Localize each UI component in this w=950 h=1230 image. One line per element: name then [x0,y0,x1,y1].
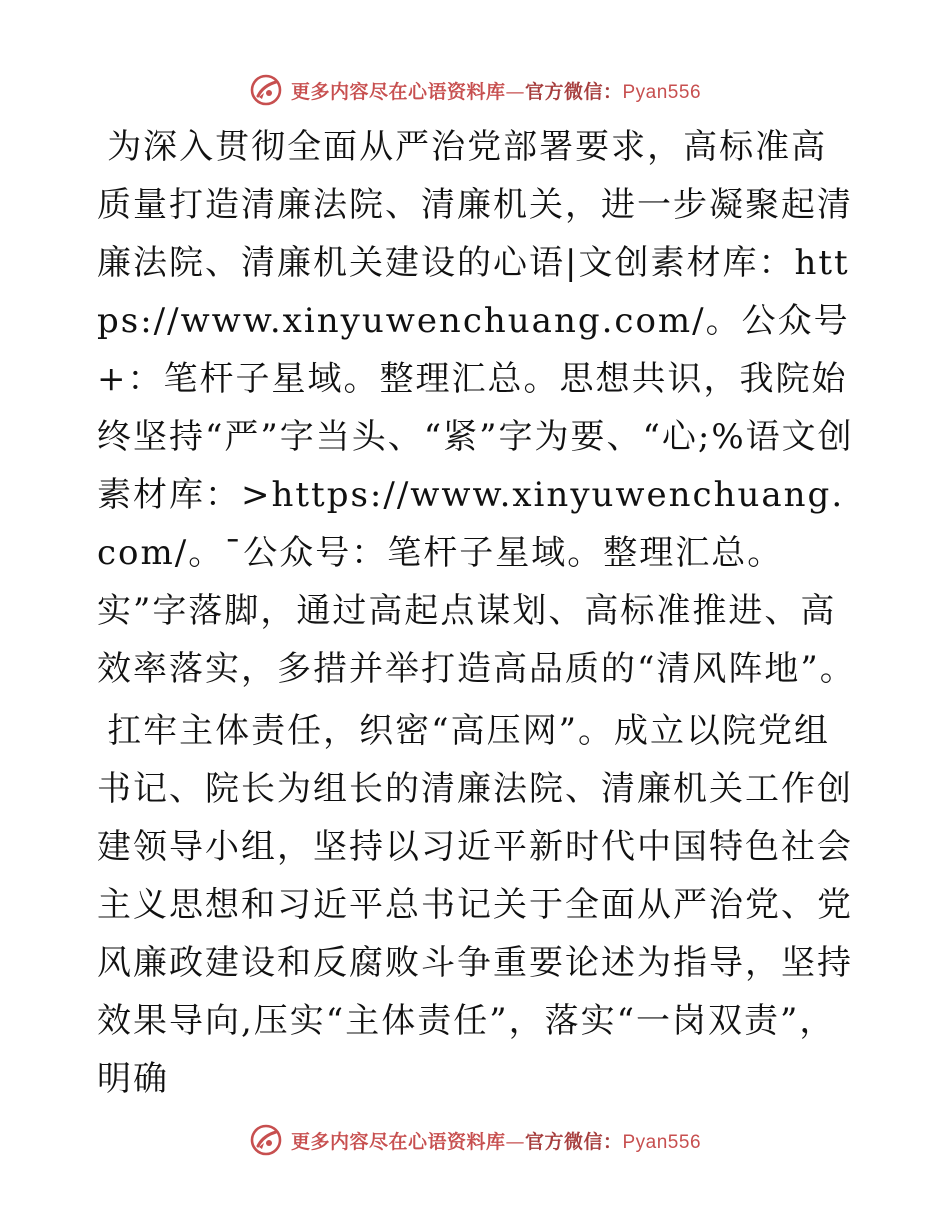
header-account-id: Pyan556 [622,81,702,103]
document-body [97,118,857,1112]
paragraph-1: 为深入贯彻全面从严治党部署要求，高标准高质量打造清廉法院、清廉机关，进一步凝聚起清廉法院、清廉机关建设的心语|文创素材库：https://www.xinyuwenchuang.com/。公众号+：笔杆子星域。整理汇总。思想共识，我院始终坚持“严”字当头、“紧”字为要、“心;%语文创素材库：>https://www.xinyuwenchuang.com/。¯公众号：笔杆子星域。整理汇总。实”字落脚，通过高起点谋划、高标准推进、高效率落实，多措并举打造高品质的“清风阵地”。 [97,127,856,689]
brand-logo-icon [249,1123,283,1157]
header-brand-text: 更多内容尽在心语资料库 [290,80,506,103]
paragraph-2: 扛牢主体责任，织密“高压网”。成立以院党组书记、院长为组长的清廉法院、清廉机关工作创建领导小组，坚持以习近平新时代中国特色社会主义思想和习近平总书记关于全面从严治党、党风廉政建设和反腐败斗争重要论述为指导，坚持效果导向,压实“主体责任”，落实“一岗双责”，明确 [97,711,853,1099]
brand-logo-icon [249,73,283,107]
footer-separator: — [505,1130,525,1153]
footer-account-label: 官方微信： [524,1130,623,1153]
header-account-label: 官方微信： [524,80,623,103]
footer-banner [0,1120,950,1160]
header-banner-text [291,77,701,104]
footer-banner-text [291,1127,701,1154]
header-banner [0,70,950,110]
header-separator: — [505,80,525,103]
footer-brand-text: 更多内容尽在心语资料库 [290,1130,506,1153]
footer-account-id: Pyan556 [622,1131,702,1153]
